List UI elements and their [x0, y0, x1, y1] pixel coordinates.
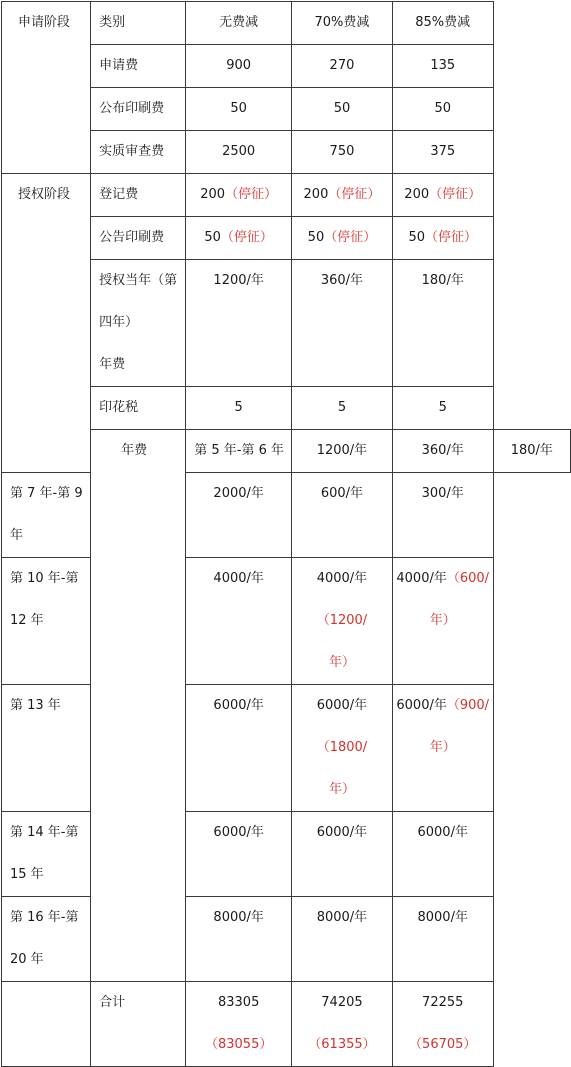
reduced-note: （56705） — [409, 1037, 477, 1052]
reduced-note: 年） — [429, 740, 456, 755]
reduced-note: （61355） — [308, 1037, 376, 1052]
stage-cell-application — [2, 2, 91, 174]
row-label: 第 13 年 — [2, 685, 91, 812]
row-label: 实质审查费 — [91, 131, 186, 174]
total-value: 74205（61355） — [292, 982, 393, 1067]
cell-value: 5 — [292, 387, 393, 430]
cell-value: 5 — [186, 387, 292, 430]
table-row-total — [2, 982, 571, 1067]
reduced-note: （600/ — [446, 571, 490, 586]
waived-note: （停征） — [225, 187, 278, 202]
cell-value: 4000/年 — [186, 558, 292, 685]
total-value: 72255（56705） — [392, 982, 493, 1067]
reduced-note: （900/ — [446, 698, 490, 713]
waived-note: （停征） — [429, 187, 482, 202]
cell-value: 180/年 — [493, 430, 570, 473]
row-label: 公告印刷费 — [91, 217, 186, 260]
waived-note: （停征） — [324, 230, 377, 245]
waived-note: （停征） — [424, 230, 477, 245]
row-label: 申请费 — [91, 45, 186, 88]
fee-table — [1, 1, 571, 1067]
stage-label: 授权阶段 — [18, 187, 71, 202]
table-row — [2, 812, 571, 897]
cell-value: 200（停征） — [292, 174, 393, 217]
row-label: 第 14 年-第 15 年 — [2, 812, 91, 897]
cell-value: 1200/年 — [292, 430, 393, 473]
cell-value: 6000/年 — [186, 685, 292, 812]
cell-value: 8000/年 — [392, 897, 493, 982]
waived-note: （停征） — [220, 230, 273, 245]
cell-value: 2500 — [186, 131, 292, 174]
table-row — [2, 2, 571, 45]
cell-value: 135 — [392, 45, 493, 88]
stage-cell-grant — [2, 174, 91, 473]
row-label: 第 7 年-第 9 年 — [2, 473, 91, 558]
row-label: 第 5 年-第 6 年 — [186, 430, 292, 473]
cell-value: 2000/年 — [186, 473, 292, 558]
cell-value: 50 — [392, 88, 493, 131]
cell-value: 600/年 — [292, 473, 393, 558]
table-row — [2, 174, 571, 217]
header-no-reduction: 无费减 — [186, 2, 292, 45]
row-label: 印花税 — [91, 387, 186, 430]
header-reduction-70: 70%费减 — [292, 2, 393, 45]
cell-value: 900 — [186, 45, 292, 88]
cell-value: 1200/年 — [186, 260, 292, 387]
total-value: 83305 （83055） — [186, 982, 292, 1067]
row-label: 第 10 年-第 12 年 — [2, 558, 91, 685]
row-label: 授权当年（第四年） 年费 — [91, 260, 186, 387]
table-row — [2, 558, 571, 685]
cell-value: 750 — [292, 131, 393, 174]
stage-cell-annual — [91, 430, 186, 982]
total-label: 合计 — [91, 982, 186, 1067]
reduced-note: 年） — [328, 655, 355, 670]
reduced-note: （1200/ — [316, 613, 368, 628]
cell-value: 8000/年 — [292, 897, 393, 982]
row-label: 第 16 年-第 20 年 — [2, 897, 91, 982]
cell-value: 4000/年（600/ 年） — [392, 558, 493, 685]
reduced-note: （83055） — [204, 1037, 273, 1052]
cell-value: 50 — [292, 88, 393, 131]
cell-value: 50（停征） — [392, 217, 493, 260]
cell-value: 4000/年（1200/ 年） — [292, 558, 393, 685]
cell-value: 50 — [186, 88, 292, 131]
cell-value: 300/年 — [392, 473, 493, 558]
row-label: 公布印刷费 — [91, 88, 186, 131]
cell-value: 6000/年 — [292, 812, 393, 897]
cell-value: 6000/年 — [392, 812, 493, 897]
total-spacer — [2, 982, 91, 1067]
cell-value: 180/年 — [392, 260, 493, 387]
cell-value: 200（停征） — [392, 174, 493, 217]
cell-value: 360/年 — [292, 260, 393, 387]
cell-value: 5 — [392, 387, 493, 430]
reduced-note: 年） — [429, 613, 456, 628]
cell-value: 375 — [392, 131, 493, 174]
cell-value: 6000/年（900/ 年） — [392, 685, 493, 812]
cell-value: 50（停征） — [292, 217, 393, 260]
header-reduction-85: 85%费减 — [392, 2, 493, 45]
cell-value: 8000/年 — [186, 897, 292, 982]
row-label: 登记费 — [91, 174, 186, 217]
stage-label: 年费 — [121, 443, 148, 458]
cell-value: 6000/年 — [186, 812, 292, 897]
reduced-note: 年） — [328, 782, 355, 797]
cell-value: 50（停征） — [186, 217, 292, 260]
cell-value: 200（停征） — [186, 174, 292, 217]
waived-note: （停征） — [328, 187, 381, 202]
table-row — [2, 897, 571, 982]
cell-value: 270 — [292, 45, 393, 88]
table-row — [2, 685, 571, 812]
header-category: 类别 — [91, 2, 186, 45]
stage-label: 申请阶段 — [18, 15, 71, 30]
table-row — [2, 473, 571, 558]
cell-value: 6000/年（1800/ 年） — [292, 685, 393, 812]
cell-value: 360/年 — [392, 430, 493, 473]
reduced-note: （1800/ — [316, 740, 368, 755]
